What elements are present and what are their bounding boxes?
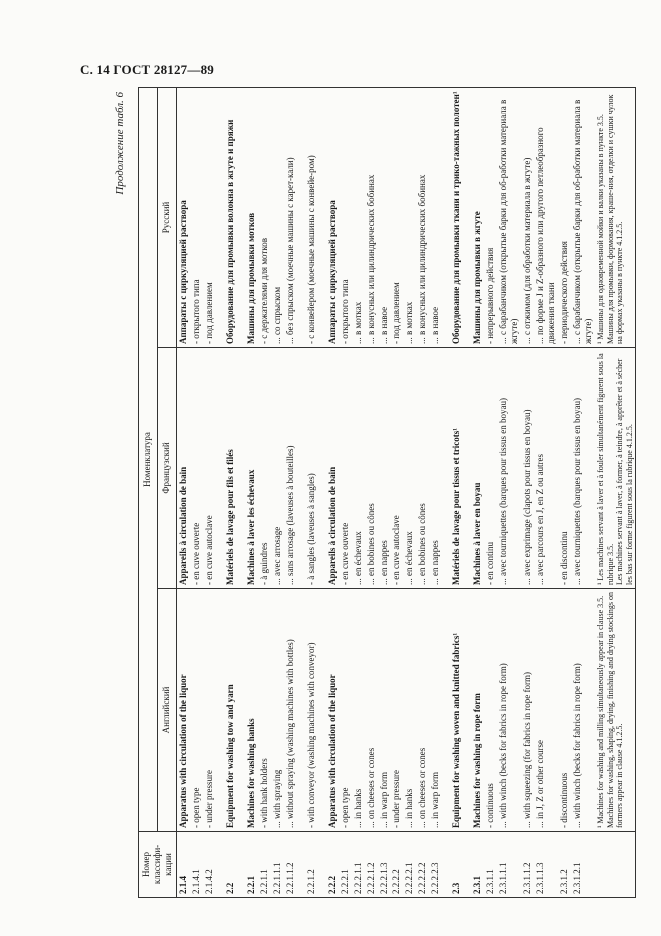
cell-french: - en cuve ouverte [339, 348, 352, 589]
cell-code: 2.2.2.1 [339, 832, 352, 898]
cell-french: ... en échevaux [352, 348, 365, 589]
cell-russian: ... в конусных или цилиндрических бобинах [365, 88, 378, 348]
continuation-title: Продолжение табл. 6 [114, 92, 126, 195]
row-spacer [318, 88, 326, 898]
table-row [352, 88, 365, 898]
table-row [258, 88, 271, 898]
footnotes-row [595, 88, 636, 898]
page-header: С. 14 ГОСТ 28127—89 [80, 62, 214, 77]
table-row [390, 88, 403, 898]
cell-french: ... avec exprimage (clapots pour tissus en boyau) [521, 348, 534, 589]
cell-english: - with hank holders [258, 589, 271, 832]
cell-russian: ... в мотках [403, 88, 416, 348]
footnote-empty-cell [595, 832, 636, 898]
cell-english: Equipment for washing woven and knitted fabrics¹ [450, 589, 463, 832]
cell-russian: - периодического действия [558, 88, 571, 348]
cell-english: ... on cheeses or cones [416, 589, 429, 832]
cell-code: 2.2.2.1.2 [365, 832, 378, 898]
footnote-english-2: Machines for washing, shaping, drying, finishing and drying stockings on formers appear in clause 4.1.2.5. [605, 592, 625, 828]
cell-code: 2.2.2.2.1 [403, 832, 416, 898]
cell-french: ... avec tourniquettes (barques pour tissus en boyau) [497, 348, 521, 589]
cell-russian: ... со спрыском [271, 88, 284, 348]
cell-french: - en discontinu [558, 348, 571, 589]
cell-russian: Оборудование для промывки волокна в жгуте и пряжи [224, 88, 237, 348]
table-row [224, 88, 237, 898]
table-row [271, 88, 284, 898]
cell-english: ... in hanks [403, 589, 416, 832]
cell-french: ... en nappes [378, 348, 391, 589]
cell-english: ... in hanks [352, 589, 365, 832]
table-row [284, 88, 297, 898]
header-russian: Русский [157, 88, 176, 348]
cell-french: Appareils à circulation de bain [176, 348, 189, 589]
header-english: Английский [157, 589, 176, 832]
cell-russian: ... в навое [429, 88, 442, 348]
footnote-russian-1: ¹ Машины для одновременной мойки и валки указаны в пункте 3.5. [596, 114, 605, 344]
cell-french: Machines à laver les échevaux [245, 348, 258, 589]
table-row [416, 88, 429, 898]
table-row [497, 88, 521, 898]
footnote-english-1: ¹ Machines for washing and milling simultaneously appear in clause 3.5. [596, 595, 605, 828]
cell-english: - open type [339, 589, 352, 832]
cell-russian: Оборудование для промывки ткани и трико-тажных полотен¹ [450, 88, 463, 348]
cell-french: Machines à laver en boyau [471, 348, 484, 589]
cell-code: 2.2.1.1.1 [271, 832, 284, 898]
row-spacer [216, 88, 224, 898]
table-row [471, 88, 484, 898]
cell-english: Equipment for washing tow and yarn [224, 589, 237, 832]
cell-code: 2.2.1.1 [258, 832, 271, 898]
cell-english: ... with squeezing (for fabrics in rope form) [521, 589, 534, 832]
cell-russian: ... с отжимом (для обработки материала в жгуте) [521, 88, 534, 348]
table-row [245, 88, 258, 898]
footnote-french-1: ¹ Les machines servant à laver et à fouler simultanément figurent sous la rubrique 3.5. [596, 353, 615, 585]
cell-english: Apparatus with circulation of the liquor [176, 589, 189, 832]
table-row [203, 88, 216, 898]
table-row [484, 88, 497, 898]
footnote-russian-2: Машины для промывки, формования, краше-ния, отделки и сушки чулок на формах указаны в пункте 4.1.2.5. [605, 94, 625, 344]
cell-english: Machines for washing hanks [245, 589, 258, 832]
cell-russian: ... в навое [378, 88, 391, 348]
table-row [190, 88, 203, 898]
cell-french: ... en bobines ou cônes [416, 348, 429, 589]
cell-code: 2.2.2.2.3 [429, 832, 442, 898]
cell-french: ... avec parcours en J, en Z ou autres [534, 348, 558, 589]
header-nomenclature: Номенклатура [139, 88, 158, 832]
cell-russian: ... в конусных или цилиндрических бобинах [416, 88, 429, 348]
cell-code: 2.2.2.2 [390, 832, 403, 898]
table-row [429, 88, 442, 898]
cell-russian: Аппараты с циркуляцией раствора [176, 88, 189, 348]
cell-french: ... en échevaux [403, 348, 416, 589]
row-spacer [442, 88, 450, 898]
cell-french: ... avec tourniquettes (barques pour tissus en boyau) [571, 348, 595, 589]
cell-russian: ... по форме J и Z-образного или другого петлеобразного движения ткани [534, 88, 558, 348]
cell-english: ... with winch (becks for fabrics in rope form) [497, 589, 521, 832]
table-row [305, 88, 318, 898]
cell-russian: Машины для промывки в жгуте [471, 88, 484, 348]
table-row [571, 88, 595, 898]
table-row [450, 88, 463, 898]
cell-code: 2.3.1.1.3 [534, 832, 558, 898]
footnote-french-2: Les machines servant à laver, à former, à teindre, à apprêter et à sécher les bas sur forme figurent sous la rubrique 4.1.2.5. [615, 358, 634, 585]
table-row [326, 88, 339, 898]
cell-russian: - с конвейером (моечные машины с конвейе-ром) [305, 88, 318, 348]
cell-english: - with conveyor (washing machines with conveyor) [305, 589, 318, 832]
cell-english: - under pressure [390, 589, 403, 832]
cell-code: 2.3.1 [471, 832, 484, 898]
cell-code: 2.3.1.2 [558, 832, 571, 898]
rotated-table-page [112, 88, 634, 898]
cell-code: 2.3.1.1.1 [497, 832, 521, 898]
table-row [558, 88, 571, 898]
cell-french: - à guindres [258, 348, 271, 589]
cell-code: 2.2.2.2.2 [416, 832, 429, 898]
cell-russian: - открытого типа [190, 88, 203, 348]
cell-code: 2.2.2 [326, 832, 339, 898]
cell-english: ... with spraying [271, 589, 284, 832]
cell-french: - en continu [484, 348, 497, 589]
cell-english: ... on cheeses or cones [365, 589, 378, 832]
cell-english: - under pressure [203, 589, 216, 832]
cell-french: Appareils à circulation de bain [326, 348, 339, 589]
table-row [521, 88, 534, 898]
cell-french: - à sangles (laveuses à sangles) [305, 348, 318, 589]
header-code: Номер классифи- кации [139, 832, 177, 898]
cell-english: ... with winch (becks for fabrics in rope form) [571, 589, 595, 832]
cell-code: 2.1.4.2 [203, 832, 216, 898]
cell-french: ... en bobines ou cônes [365, 348, 378, 589]
cell-english: Machines for washing in rope form [471, 589, 484, 832]
cell-code: 2.3 [450, 832, 463, 898]
footnote-russian [595, 88, 636, 348]
row-spacer [297, 88, 305, 898]
cell-french: ... avec arrosage [271, 348, 284, 589]
cell-code: 2.2 [224, 832, 237, 898]
cell-code: 2.3.1.1 [484, 832, 497, 898]
cell-french: Matériels de lavage pour tissus et tricots¹ [450, 348, 463, 589]
nomenclature-table [138, 87, 636, 898]
cell-russian: Аппараты с циркуляцией раствора [326, 88, 339, 348]
cell-russian: - непрерывного действия [484, 88, 497, 348]
cell-french: - en cuve ouverte [190, 348, 203, 589]
cell-french: - en cuve autoclave [390, 348, 403, 589]
table-row [176, 88, 189, 898]
cell-code: 2.1.4 [176, 832, 189, 898]
row-spacer [237, 88, 245, 898]
cell-russian: - под давлением [390, 88, 403, 348]
cell-russian: - под давлением [203, 88, 216, 348]
cell-russian: - открытого типа [339, 88, 352, 348]
cell-french: ... en nappes [429, 348, 442, 589]
cell-russian: ... с барабанчиком (открытые барки для об-работки материала в жгуте) [497, 88, 521, 348]
cell-code: 2.2.1 [245, 832, 258, 898]
cell-french: Matériels de lavage pour fils et filés [224, 348, 237, 589]
cell-english: ... in warp form [429, 589, 442, 832]
row-spacer [463, 88, 471, 898]
footnote-french [595, 348, 636, 589]
cell-french: ... sans arrosage (laveuses à bouteilles) [284, 348, 297, 589]
table-row [365, 88, 378, 898]
cell-english: - continuous [484, 589, 497, 832]
cell-code: 2.3.1.2.1 [571, 832, 595, 898]
cell-english: - discontinuous [558, 589, 571, 832]
cell-russian: ... с барабанчиком (открытые барки для об-работки материала в жгуте) [571, 88, 595, 348]
cell-russian: Машины для промывки мотков [245, 88, 258, 348]
cell-english: - open type [190, 589, 203, 832]
cell-english: ... in warp form [378, 589, 391, 832]
table-row [378, 88, 391, 898]
cell-code: 2.1.4.1 [190, 832, 203, 898]
cell-english: ... without spraying (washing machines with bottles) [284, 589, 297, 832]
cell-code: 2.2.1.2 [305, 832, 318, 898]
cell-russian: ... в мотках [352, 88, 365, 348]
cell-code: 2.2.1.1.2 [284, 832, 297, 898]
footnote-english [595, 589, 636, 832]
cell-code: 2.2.2.1.3 [378, 832, 391, 898]
header-french: Французский [157, 348, 176, 589]
cell-english: Apparatus with circulation of the liquor [326, 589, 339, 832]
table-body [176, 88, 635, 898]
cell-code: 2.2.2.1.1 [352, 832, 365, 898]
cell-code: 2.3.1.1.2 [521, 832, 534, 898]
cell-russian: - с держателями для мотков [258, 88, 271, 348]
table-row [339, 88, 352, 898]
cell-french: - en cuve autoclave [203, 348, 216, 589]
cell-russian: ... без спрыском (моечные машины с карет-кали) [284, 88, 297, 348]
cell-english: ... in J, Z or other course [534, 589, 558, 832]
table-row [534, 88, 558, 898]
table-row [403, 88, 416, 898]
